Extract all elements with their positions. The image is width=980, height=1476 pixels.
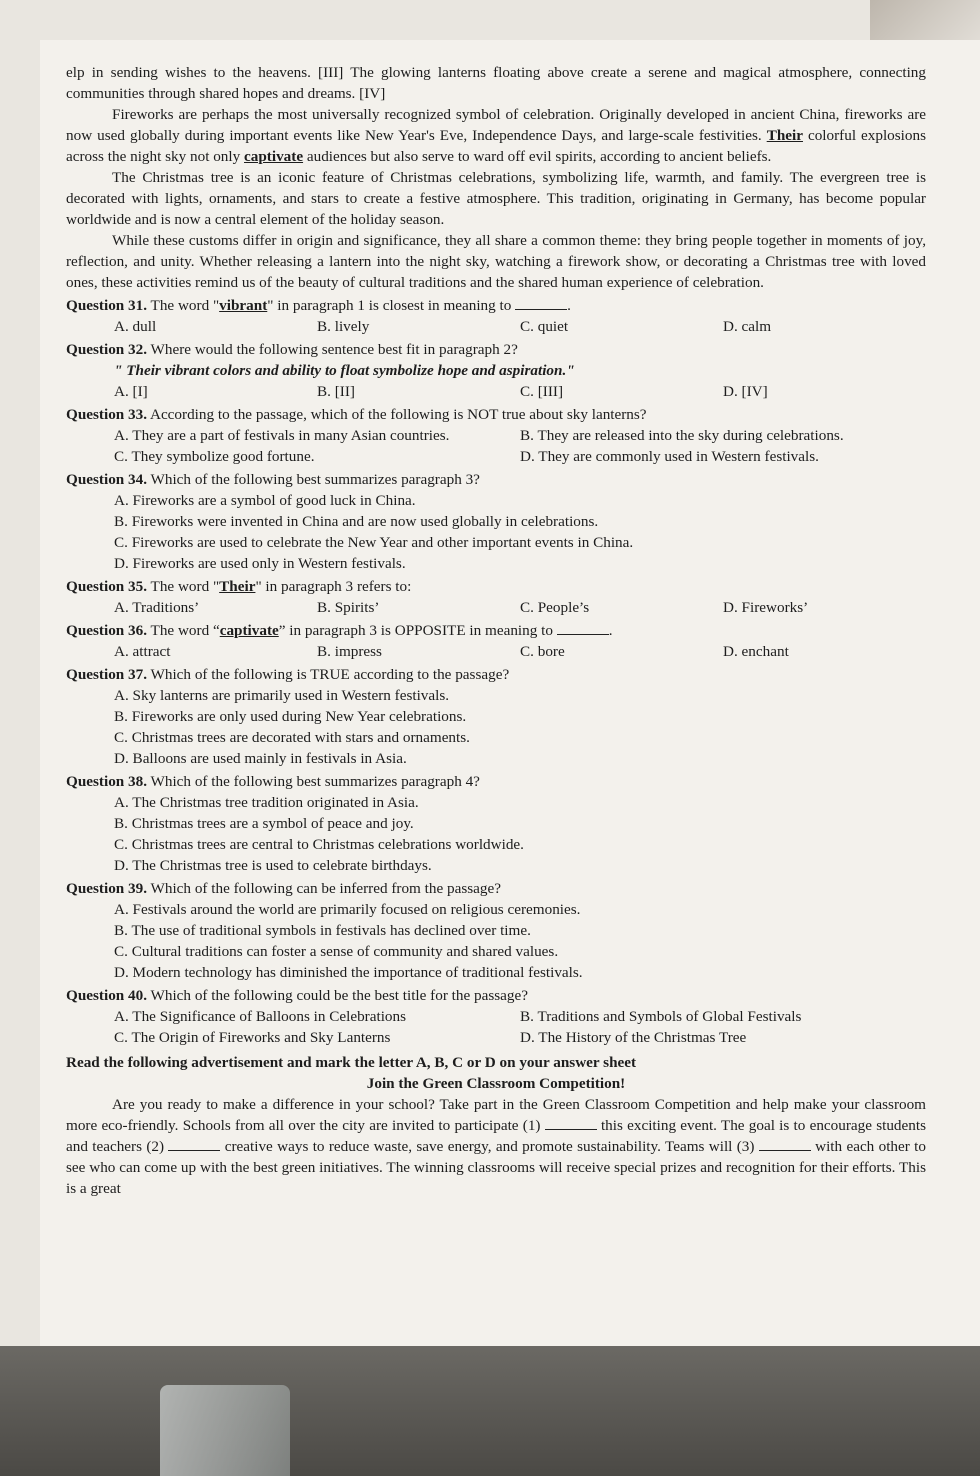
q32-option-c: C. [III] [520,383,564,400]
blank-1 [545,1117,597,1130]
q31-option-d: D. calm [723,318,772,335]
q32-option-a: A. [I] [114,383,148,400]
q33-label: Question 33. [66,406,148,423]
q35-label: Question 35. [66,578,148,595]
q31-pre: The word " [147,297,220,314]
q32-label: Question 32. [66,341,148,358]
ad-text-c: creative ways to reduce waste, save energy, and promote sustainability. Teams will (3) [220,1138,759,1155]
q39-text: Which of the following can be inferred from the passage? [147,880,501,897]
q40-label: Question 40. [66,987,148,1004]
q35-option-a: A. Traditions’ [114,599,200,616]
q36-option-a: A. attract [114,643,171,660]
q34-label: Question 34. [66,471,148,488]
paragraph-3 [66,104,926,167]
q38-label: Question 38. [66,773,148,790]
q34-option-b: B. Fireworks were invented in China and are now used globally in celebrations. [114,513,599,530]
q31-word: vibrant [219,297,268,314]
q37-option-a: A. Sky lanterns are primarily used in Western festivals. [114,687,450,704]
q31-option-b: B. lively [317,318,370,335]
question-33 [66,404,926,467]
question-40 [66,985,926,1048]
q32-option-d: D. [IV] [723,383,768,400]
question-37 [66,664,926,769]
q36-label: Question 36. [66,622,148,639]
q34-text: Which of the following best summarizes paragraph 3? [147,471,480,488]
q38-option-c: C. Christmas trees are central to Christmas celebrations worldwide. [114,836,524,853]
para3-their: Their [766,127,803,144]
para3-text-a: Fireworks are perhaps the most universally recognized symbol of celebration. Originally developed in ancient China, fireworks are now used globally during important events like New Year's Eve, Independence Days, and large-scale festivities. [66,106,926,144]
q32-quote: " Their vibrant colors and ability to float symbolize hope and aspiration." [114,362,575,379]
q31-option-a: A. dull [114,318,157,335]
q39-option-d: D. Modern technology has diminished the importance of traditional festivals. [114,964,583,981]
question-34 [66,469,926,574]
q34-option-a: A. Fireworks are a symbol of good luck in China. [114,492,416,509]
q36-option-b: B. impress [317,643,382,660]
q36-option-d: D. enchant [723,643,789,660]
q33-option-c: C. They symbolize good fortune. [114,448,315,465]
paragraph-5: While these customs differ in origin and significance, they all share a common theme: they bring people together in moments of joy, reflection, and unity. Whether releasing a lantern into the night sky, watching a firework show, or decorating a Christmas tree with loved ones, these activities remind us of the beauty of cultural traditions and the shared human experience of celebration. [66,232,926,291]
q40-option-c: C. The Origin of Fireworks and Sky Lanterns [114,1029,391,1046]
q35-word: Their [219,578,256,595]
q40-option-d: D. The History of the Christmas Tree [520,1029,747,1046]
question-38 [66,771,926,876]
desk-surface [0,1346,980,1476]
ad-text-a: Are you ready to make a difference in your school? Take part in the Green Classroom Competition and help make your classroom more eco-friendly. Schools from all over the city are invited to participate (1) [66,1096,926,1134]
q40-option-a: A. The Significance of Balloons in Celebrations [114,1008,407,1025]
q31-option-c: C. quiet [520,318,569,335]
q37-label: Question 37. [66,666,148,683]
q34-option-c: C. Fireworks are used to celebrate the New Year and other important events in China. [114,534,634,551]
q36-blank [557,622,609,635]
q33-option-a: A. They are a part of festivals in many Asian countries. [114,427,450,444]
q32-option-b: B. [II] [317,383,355,400]
q36-post: ” in paragraph 3 is OPPOSITE in meaning to [278,622,553,639]
q37-text: Which of the following is TRUE according to the passage? [147,666,510,683]
q35-pre: The word " [147,578,220,595]
q39-label: Question 39. [66,880,148,897]
question-39 [66,878,926,983]
q31-label: Question 31. [66,297,148,314]
q36-end: . [608,622,613,639]
q32-text: Where would the following sentence best fit in paragraph 2? [147,341,518,358]
blank-2 [168,1138,220,1151]
blank-3 [759,1138,811,1151]
plastic-bottle [160,1385,290,1476]
q31-blank [515,297,567,310]
q35-option-b: B. Spirits’ [317,599,380,616]
q37-option-c: C. Christmas trees are decorated with stars and ornaments. [114,729,470,746]
q39-option-b: B. The use of traditional symbols in festivals has declined over time. [114,922,531,939]
ad-paragraph [66,1094,926,1199]
section-instruction: Read the following advertisement and mark the letter A, B, C or D on your answer sheet [66,1054,637,1071]
ad-text-b: this exciting event. The goal is to encourage students and teachers (2) [66,1117,926,1155]
para3-text-c: audiences but also serve to ward off evil spirits, according to ancient beliefs. [303,148,772,165]
q36-pre: The word “ [147,622,220,639]
exam-content [66,62,926,1199]
q33-option-d: D. They are commonly used in Western festivals. [520,448,819,465]
question-31 [66,295,926,337]
question-36 [66,620,926,662]
ad-text-d: with each other to see who can come up with the best green initiatives. The winning classrooms will receive special prizes and recognition for their efforts. This is a great [66,1138,926,1197]
q38-option-b: B. Christmas trees are a symbol of peace and joy. [114,815,414,832]
paragraph-4: The Christmas tree is an iconic feature of Christmas celebrations, symbolizing life, warmth, and family. The evergreen tree is decorated with lights, ornaments, and stars to create a festive atmosphere. This tradition, originating in Germany, has become popular worldwide and is now a central element of the holiday season. [66,169,926,228]
question-35 [66,576,926,618]
q38-text: Which of the following best summarizes paragraph 4? [147,773,480,790]
q35-option-c: C. People’s [520,599,590,616]
q37-option-b: B. Fireworks are only used during New Year celebrations. [114,708,467,725]
ad-title: Join the Green Classroom Competition! [366,1075,626,1092]
q39-option-c: C. Cultural traditions can foster a sense of community and shared values. [114,943,559,960]
q34-option-d: D. Fireworks are used only in Western festivals. [114,555,406,572]
q35-option-d: D. Fireworks’ [723,599,809,616]
q31-end: . [567,297,571,314]
q40-option-b: B. Traditions and Symbols of Global Festivals [520,1008,802,1025]
para3-captivate: captivate [244,148,304,165]
q39-option-a: A. Festivals around the world are primarily focused on religious ceremonies. [114,901,581,918]
q38-option-a: A. The Christmas tree tradition originated in Asia. [114,794,419,811]
paragraph-2-end: elp in sending wishes to the heavens. [III] The glowing lanterns floating above create a serene and magical atmosphere, connecting communities through shared hopes and dreams. [IV] [66,64,926,102]
q36-word: captivate [219,622,279,639]
para3-text-b: colorful explosions across the night sky not only [66,127,926,165]
question-32 [66,339,926,402]
q33-option-b: B. They are released into the sky during celebrations. [520,427,844,444]
q35-post: " in paragraph 3 refers to: [255,578,412,595]
q33-text: According to the passage, which of the following is NOT true about sky lanterns? [147,406,647,423]
q38-option-d: D. The Christmas tree is used to celebrate birthdays. [114,857,432,874]
q31-post: " in paragraph 1 is closest in meaning to [267,297,512,314]
q40-text: Which of the following could be the best title for the passage? [147,987,529,1004]
q37-option-d: D. Balloons are used mainly in festivals in Asia. [114,750,407,767]
q36-option-c: C. bore [520,643,565,660]
